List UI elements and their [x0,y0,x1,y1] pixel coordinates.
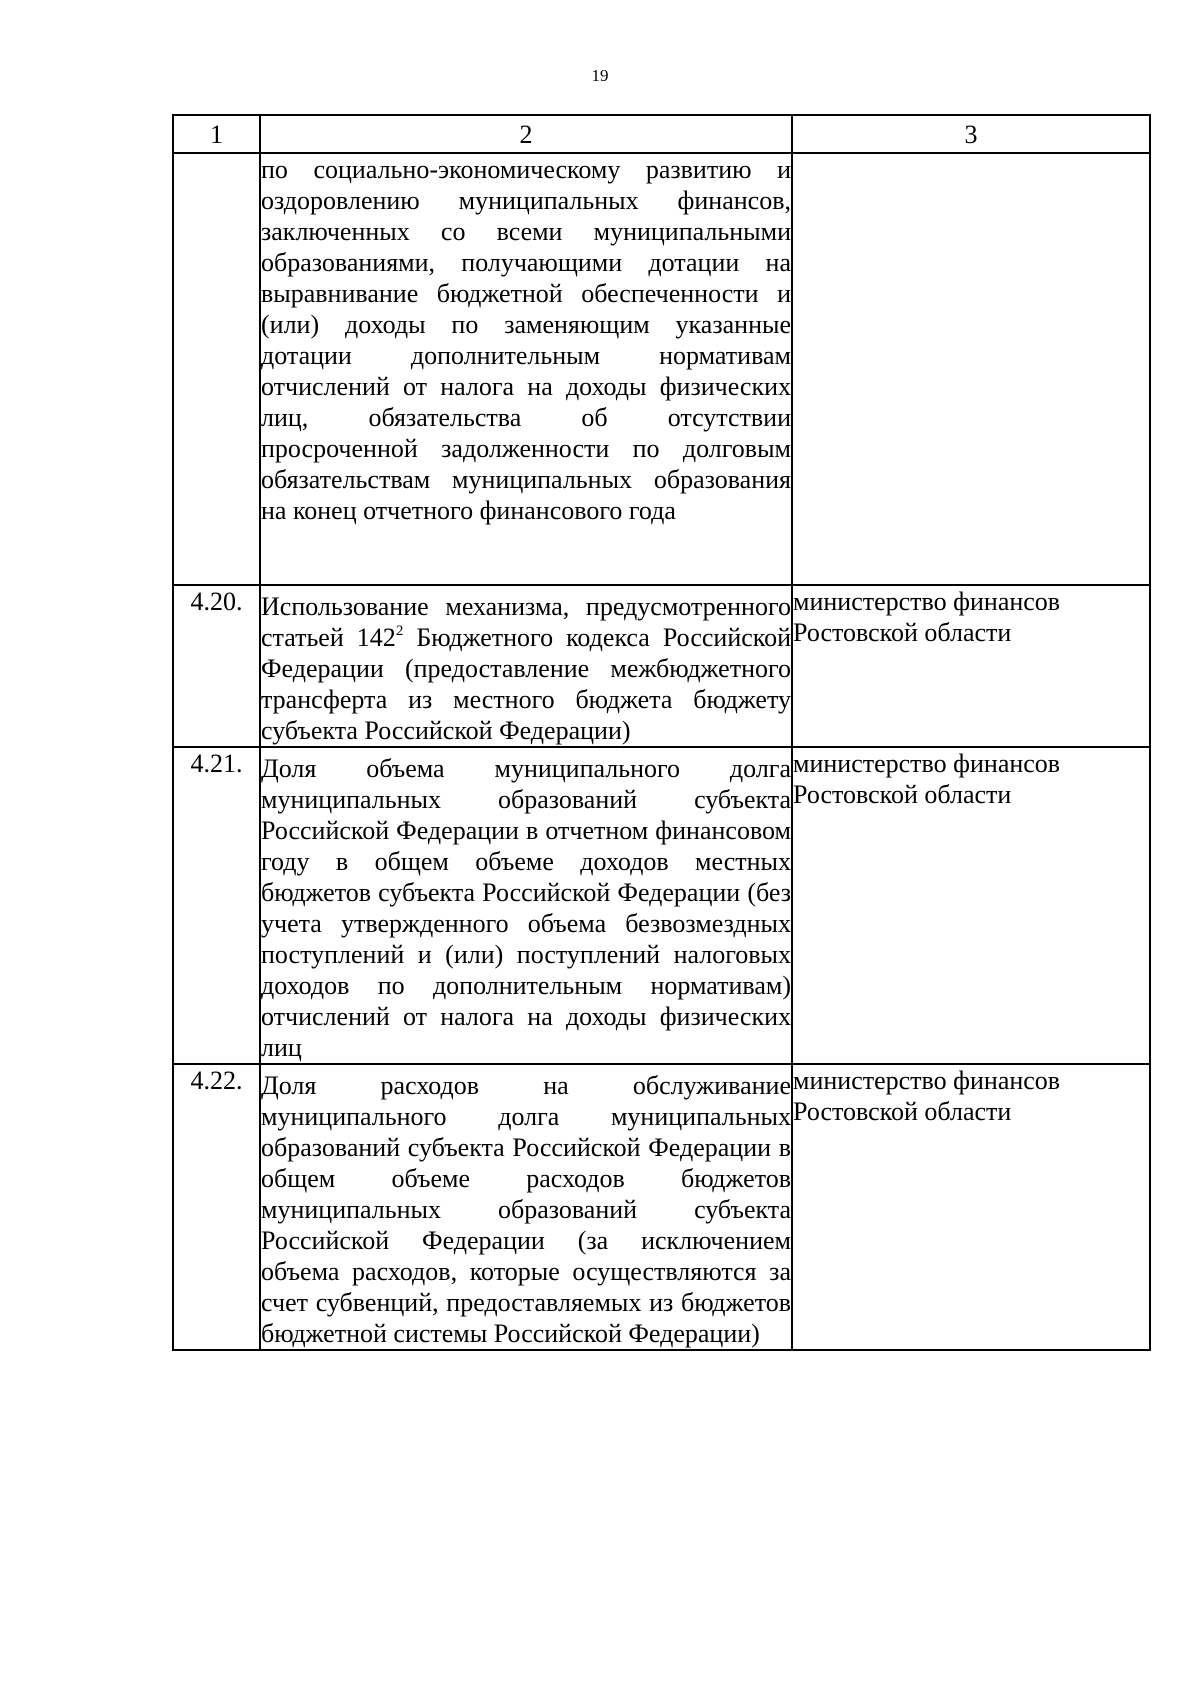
table-header-row [173,115,1150,153]
table-row [173,585,1150,747]
table-row [173,1064,1150,1350]
row-description [260,585,792,747]
row-responsible [792,153,1150,585]
row-number: 4.21. [173,747,260,1064]
row-responsible: министерство финансов Ростовской области [792,747,1150,1064]
table-row [173,153,1150,585]
row-number: 4.22. [173,1064,260,1350]
row-number: 4.20. [173,585,260,747]
document-table [172,114,1151,1351]
table-row [173,747,1150,1064]
row-number [173,153,260,585]
header-col-1: 1 [173,115,260,153]
row-description: Доля расходов на обслуживание муниципального долга муниципальных образований субъекта Российской Федерации в общем объеме расходов бюджетов муниципальных образований субъекта Российской Федерации (за исключением объема расходов, которые осуществляются за счет субвенций, предоставляемых из бюджетов бюджетной системы Российской Федерации) [260,1064,792,1350]
header-col-3: 3 [792,115,1150,153]
row-description-text-cont: Бюджетного кодекса Российской Федерации (предоставление межбюджетного трансферта из местного бюджета бюджету субъекта Российской Федерации) [261,623,792,745]
page-number: 19 [591,66,609,85]
row-description: по социально-экономическому развитию и оздоровлению муниципальных финансов, заключенных со всеми муниципальными образованиями, получающими дотации на выравнивание бюджетной обеспеченности и (или) доходы по заменяющим указанные дотации дополнительным нормативам отчислений от налога на доходы физических лиц, обязательства об отсутствии просроченной задолженности по долговым обязательствам муниципальных образования на конец отчетного финансового года [260,153,792,585]
superscript: 2 [395,623,404,639]
row-description: Доля объема муниципального долга муниципальных образований субъекта Российской Федерации в отчетном финансовом году в общем объеме доходов местных бюджетов субъекта Российской Федерации (без учета утвержденного объема безвозмездных поступлений и (или) поступлений налоговых доходов по дополнительным нормативам) отчислений от налога на доходы физических лиц [260,747,792,1064]
header-col-2: 2 [260,115,792,153]
row-description-text: Использование механизма, предусмотренного статьей 142 [261,592,791,652]
row-responsible: министерство финансов Ростовской области [792,585,1150,747]
row-responsible: министерство финансов Ростовской области [792,1064,1150,1350]
